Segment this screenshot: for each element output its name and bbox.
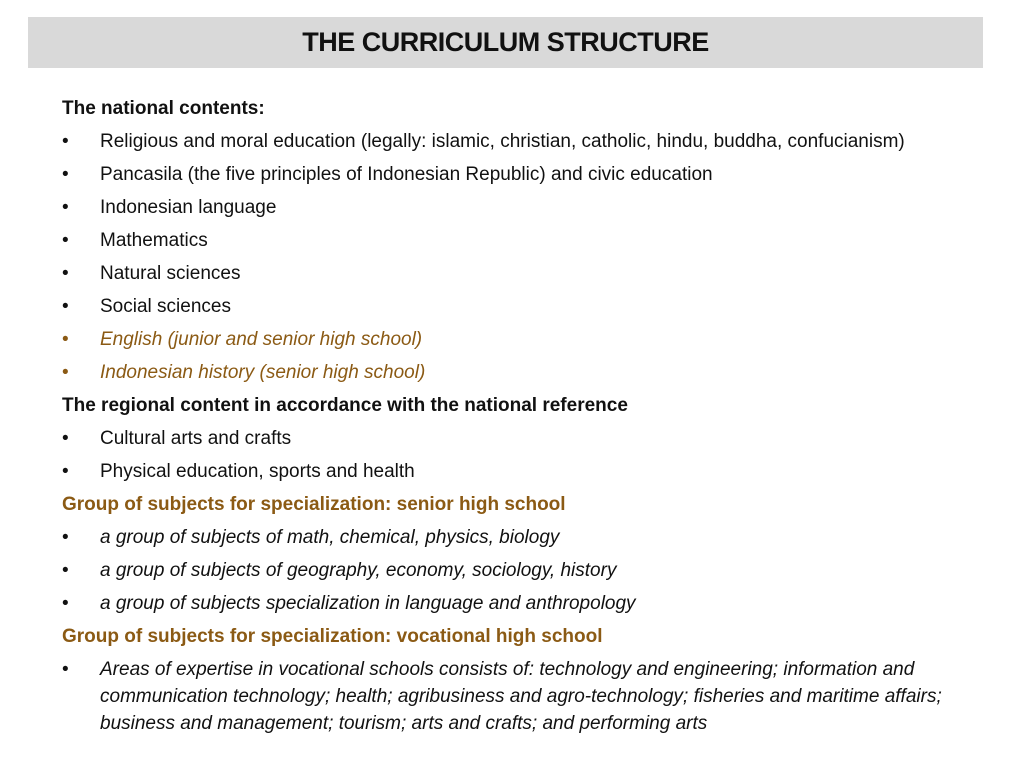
list-item: • a group of subjects of geography, economy, sociology, history [62, 554, 992, 587]
bullet-icon: • [62, 560, 69, 581]
list-item: • a group of subjects specialization in language and anthropology [62, 587, 992, 620]
list-item: • Religious and moral education (legally: islamic, christian, catholic, hindu, buddha, confucianism) [62, 125, 992, 158]
vocational-specialization-list [62, 653, 992, 737]
list-item-highlighted: • English (junior and senior high school) [62, 323, 992, 356]
list-item: • Social sciences [62, 290, 992, 323]
bullet-icon: • [62, 461, 69, 482]
list-item-highlighted: • Indonesian history (senior high school) [62, 356, 992, 389]
bullet-icon: • [62, 131, 69, 152]
bullet-icon: • [62, 263, 69, 284]
bullet-icon: • [62, 362, 69, 383]
list-item: • Areas of expertise in vocational schools consists of: technology and engineering; information and communication technology; health; agribusiness and agro-technology; fisheries and maritime affairs; business and management; tourism; arts and crafts; and performing arts [62, 653, 960, 737]
section-heading-senior-high-specialization: Group of subjects for specialization: senior high school [62, 494, 566, 515]
bullet-icon: • [62, 164, 69, 185]
list-item: • Physical education, sports and health [62, 455, 992, 488]
national-contents-list [62, 125, 992, 389]
section-heading-vocational-specialization: Group of subjects for specialization: vocational high school [62, 626, 603, 647]
bullet-icon: • [62, 527, 69, 548]
list-item: • Indonesian language [62, 191, 992, 224]
regional-content-list [62, 422, 992, 488]
title-bar [28, 17, 983, 68]
list-item: • Mathematics [62, 224, 992, 257]
list-item: • a group of subjects of math, chemical, physics, biology [62, 521, 992, 554]
bullet-icon: • [62, 428, 69, 449]
section-heading-regional-content: The regional content in accordance with the national reference [62, 395, 628, 416]
bullet-icon: • [62, 197, 69, 218]
bullet-icon: • [62, 296, 69, 317]
bullet-icon: • [62, 593, 69, 614]
slide-title: THE CURRICULUM STRUCTURE [302, 27, 709, 57]
bullet-icon: • [62, 230, 69, 251]
bullet-icon: • [62, 659, 69, 680]
slide-content [62, 92, 992, 737]
list-item: • Cultural arts and crafts [62, 422, 992, 455]
senior-high-specialization-list [62, 521, 992, 620]
list-item: • Pancasila (the five principles of Indonesian Republic) and civic education [62, 158, 992, 191]
list-item: • Natural sciences [62, 257, 992, 290]
bullet-icon: • [62, 329, 69, 350]
section-heading-national-contents: The national contents: [62, 98, 265, 119]
